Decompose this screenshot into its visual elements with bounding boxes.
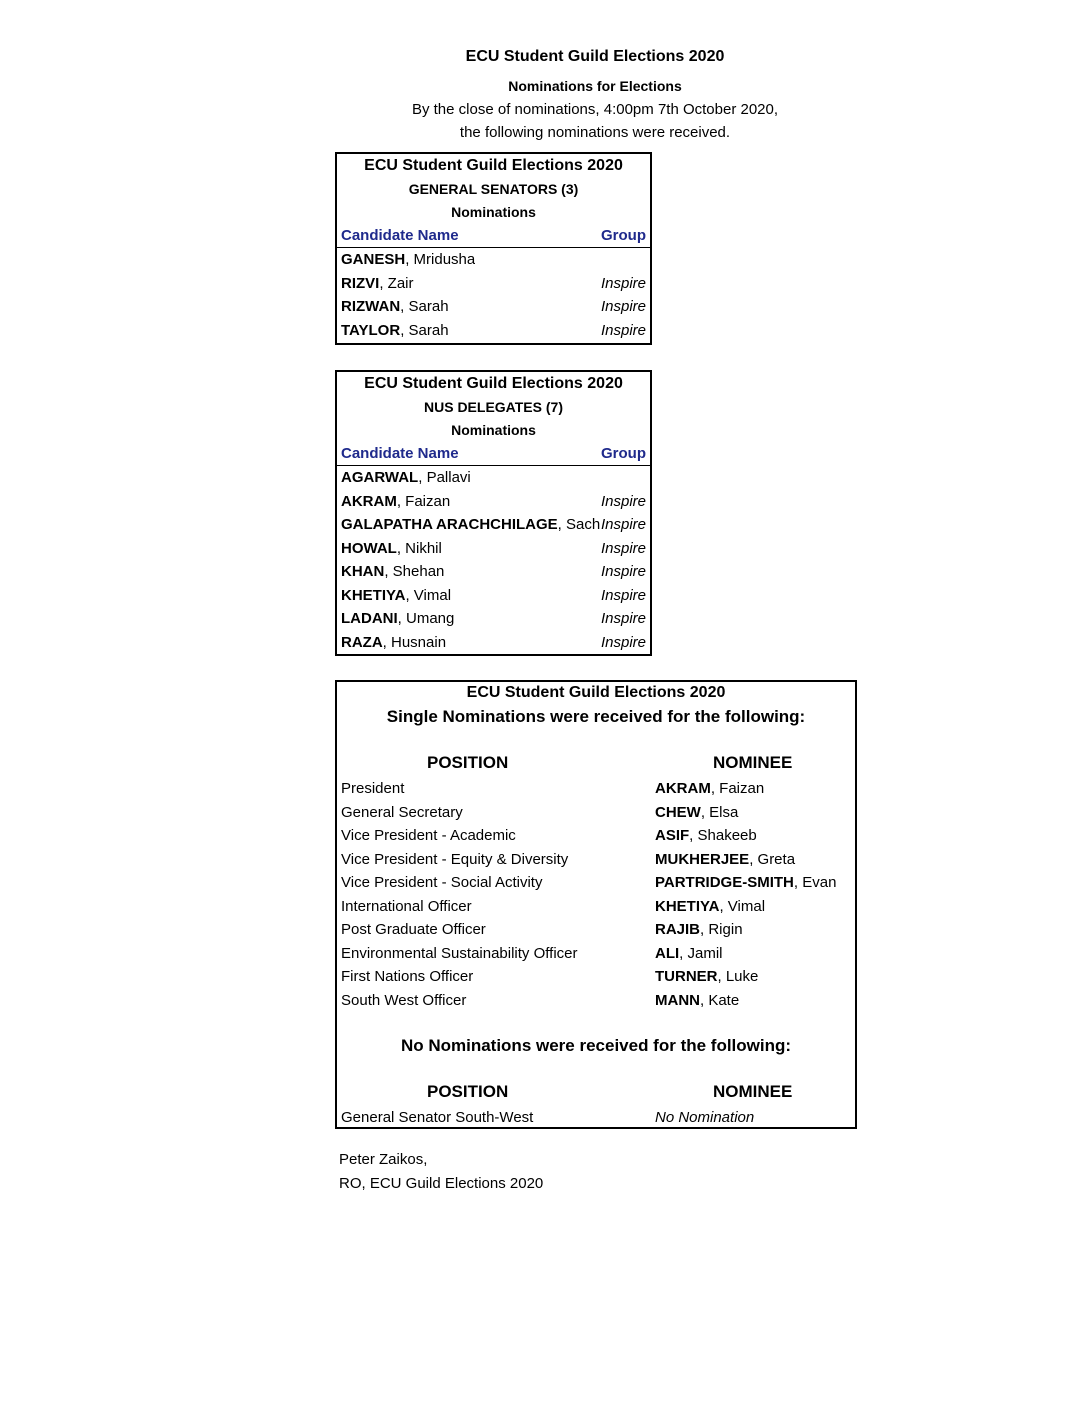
candidate-name [341,272,414,296]
candidate-group: Inspire [600,321,646,339]
position-name: Vice President - Social Activity [341,874,543,891]
table-row [341,871,851,895]
nominee-surname: MUKHERJEE [655,850,750,868]
nominee-name [655,801,738,825]
position-name: General Senator South-West [341,1109,534,1126]
candidate-name [341,584,451,608]
candidate-name [341,319,449,343]
column-header-name: Candidate Name [341,227,459,244]
position-name: Environmental Sustainability Officer [341,944,578,962]
position-name: General Secretary [341,803,463,821]
table-position: NUS DELEGATES (7) [424,399,563,415]
candidate-given-name: , Shehan [384,563,445,580]
candidate-group: Inspire [600,563,646,580]
table-row [341,1106,851,1130]
candidate-group: Inspire [600,274,646,292]
position-name: President [341,780,405,797]
table-row [337,537,650,561]
nominee-name: No Nomination [655,1109,755,1126]
nominee-name [655,989,739,1013]
candidate-given-name: , Faizan [396,492,451,510]
candidate-surname: AKRAM [341,492,397,510]
candidate-name [341,295,449,319]
single-nominations-table [335,680,857,1129]
table-title: ECU Student Guild Elections 2020 [364,157,623,174]
table-title: ECU Student Guild Elections 2020 [466,684,726,701]
nus-delegates-table [335,370,652,656]
nominee-given-name: , Greta [749,850,796,868]
nominee-given-name: , Elsa [700,803,739,821]
column-header-group: Group [601,445,646,462]
candidate-surname: RAZA [341,633,383,651]
nominee-name [655,895,765,919]
nominee-surname: ASIF [655,827,690,844]
nominee-surname: RAJIB [655,921,701,938]
column-header-group: Group [601,227,646,244]
candidate-given-name: , Vimal [405,586,452,604]
candidate-given-name: , Zair [379,274,414,292]
table-row [341,777,851,801]
candidate-group: Inspire [600,586,646,604]
intro-line-1: By the close of nominations, 4:00pm 7th October 2020, [411,101,779,118]
candidate-surname: RIZVI [341,274,380,292]
table-row [341,942,851,966]
candidate-given-name: , Sarah [400,298,449,315]
nominee-surname: CHEW [655,803,701,821]
candidate-group: Inspire [600,539,646,557]
position-name: Vice President - Equity & Diversity [341,850,569,868]
candidate-given-name: , Pallavi [418,469,471,486]
nominee-given-name: , Shakeeb [689,827,757,844]
table-row [337,490,650,514]
table-row [341,965,851,989]
position-name: South West Officer [341,991,467,1009]
table-row [341,989,851,1013]
nominee-given-name: , Luke [717,968,759,985]
none-subtitle: No Nominations were received for the following: [400,1036,792,1055]
candidate-given-name: , Husnain [382,633,447,651]
candidate-name [341,631,446,655]
table-position: GENERAL SENATORS (3) [408,181,579,197]
table-row [341,848,851,872]
position-name: International Officer [341,897,472,915]
candidate-group: Inspire [600,492,646,510]
candidate-surname: AGARWAL [341,469,419,486]
nominee-surname: AKRAM [655,780,711,797]
candidate-surname: KHETIYA [341,586,406,604]
nominee-name [655,824,757,848]
table-row [341,824,851,848]
nominee-given-name: , Vimal [719,897,766,915]
nominee-surname: KHETIYA [655,897,720,915]
table-row [337,631,650,655]
column-header-position: POSITION [427,753,509,772]
table-row [337,466,650,490]
nominee-given-name: , Rigin [700,921,743,938]
table-row [337,560,650,584]
column-header-nominee: NOMINEE [713,1082,793,1101]
table-header [337,224,650,248]
candidate-given-name: , Sarah [400,321,449,339]
table-row [341,918,851,942]
table-title: ECU Student Guild Elections 2020 [364,375,623,392]
candidate-given-name: , Mridusha [405,251,476,268]
table-row [341,801,851,825]
candidate-group: Inspire [600,298,646,315]
nominee-surname: TURNER [655,968,718,985]
candidate-given-name: , Sach [557,516,601,533]
nominee-name [655,942,723,966]
nominee-given-name: , Faizan [710,780,765,797]
nominee-name [655,965,758,989]
candidate-name [341,513,600,537]
column-header-nominee: NOMINEE [713,753,793,772]
candidate-name [341,490,450,514]
table-body [337,466,650,654]
candidate-name [341,248,475,272]
intro-line-2: the following nominations were received. [459,124,731,141]
position-name: Vice President - Academic [341,827,516,844]
nominee-given-name: , Evan [793,874,837,891]
candidate-surname: LADANI [341,610,398,627]
table-label: Nominations [451,422,536,438]
candidate-surname: HOWAL [341,539,397,557]
candidate-name [341,466,471,490]
candidate-given-name: , Nikhil [396,539,442,557]
candidate-name [341,537,442,561]
table-row [337,319,650,343]
position-name: Post Graduate Officer [341,921,486,938]
general-senators-table [335,152,652,345]
candidate-name [341,607,454,631]
candidate-surname: GANESH [341,251,406,268]
candidate-given-name: , Umang [397,610,455,627]
table-row [337,272,650,296]
table-row [337,513,650,537]
candidate-name [341,560,444,584]
column-header-name: Candidate Name [341,445,459,462]
table-row [337,295,650,319]
table-row [337,584,650,608]
candidate-group: Inspire [600,610,646,627]
nominee-name [655,777,764,801]
candidate-group: Inspire [600,516,646,533]
nominee-surname: PARTRIDGE-SMITH [655,874,794,891]
candidate-group: Inspire [600,633,646,651]
nominee-name [655,848,795,872]
table-label: Nominations [451,204,536,220]
table-row [341,895,851,919]
nominee-given-name: , Jamil [679,944,723,962]
table-body [337,248,650,342]
page-title: ECU Student Guild Elections 2020 [465,48,725,65]
candidate-surname: KHAN [341,563,385,580]
signature-role: RO, ECU Guild Elections 2020 [339,1175,544,1192]
nominee-surname: MANN [655,991,700,1009]
column-header-position: POSITION [427,1082,509,1101]
table-row [337,607,650,631]
candidate-surname: GALAPATHA ARACHCHILAGE [341,516,558,533]
position-name: First Nations Officer [341,968,474,985]
nominee-name [655,918,743,942]
candidate-surname: RIZWAN [341,298,401,315]
signature-name: Peter Zaikos, [339,1151,428,1168]
table-row [337,248,650,272]
nominee-name [655,871,836,895]
nominee-given-name: , Kate [700,991,740,1009]
table-header [337,442,650,466]
single-subtitle: Single Nominations were received for the following: [386,707,806,726]
page-subtitle: Nominations for Elections [508,78,682,94]
nominee-surname: ALI [655,944,680,962]
candidate-surname: TAYLOR [341,321,401,339]
